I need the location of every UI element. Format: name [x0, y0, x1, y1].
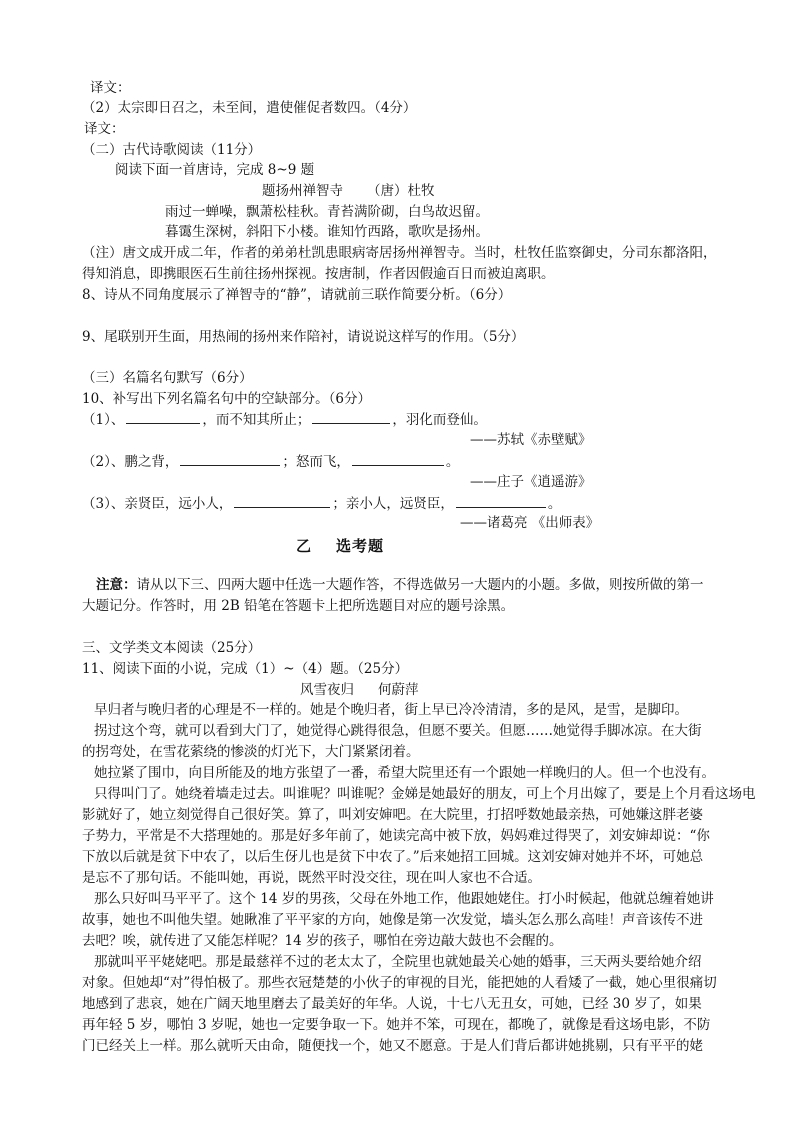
poem-note: （注）唐文成开成二年，作者的弟弟杜凯患眼病寄居扬州禅智寺。当时，杜牧任监察御史，分司东都洛阳，	[82, 245, 717, 261]
blank-prefix: （1）、	[82, 412, 125, 428]
poem-title: 题扬州禅智寺	[262, 183, 343, 199]
answer-blank[interactable]	[126, 409, 200, 424]
story-line: 拐过这个弯，就可以看到大门了，她觉得心跳得很急，但愿不要关。但愿……她觉得手脚冰凉。在大街	[94, 723, 702, 739]
translation-label: 译文：	[90, 80, 131, 96]
story-line: 下放以后就是贫下中农了，以后生伢儿也是贫下中农了。”后来她招工回城。这刘安婶对她并不坏，可她总	[82, 849, 704, 865]
notice-text: 大题记分。作答时，用 2B 铅笔在答题卡上把所选题目对应的题号涂黑。	[82, 598, 515, 614]
poem-note: 得知消息，即携眼医石生前往扬州探视。按唐制，作者因假逾百日而被迫离职。	[82, 266, 555, 282]
blank-mid: ；亲小人，远贤臣，	[332, 496, 454, 512]
fill-blank-1	[82, 409, 487, 430]
story-line: 子势力，平常是不大搭理她的。那是好多年前了，她读完高中被下放，妈妈难过得哭了，刘安婶却说：“你	[82, 828, 710, 844]
source-citation: ——庄子《逍遥游》	[470, 474, 592, 490]
blank-end: ，羽化而登仙。	[392, 412, 487, 428]
story-line: 那就叫平平姥姥吧。那是最慈祥不过的老太太了，全院里也就她最关心她的婚事，三天两头要给她介绍	[94, 954, 702, 970]
poem-line: 暮霭生深树，斜阳下小楼。谁知竹西路，歌吹是扬州。	[165, 224, 489, 240]
answer-blank[interactable]	[456, 493, 546, 508]
blank-prefix: （3）、亲贤臣，远小人，	[82, 496, 233, 512]
question-11: 11、阅读下面的小说，完成（1）~（4）题。（25分）	[82, 661, 409, 677]
story-line: 再年轻 5 岁，哪怕 3 岁呢，她也一定要争取一下。她并不笨，可现在，都晚了，就像是看这场电影，不防	[82, 1017, 711, 1033]
question-7-2: （2）太宗即日召之，未至间，遣使催促者数四。（4分）	[82, 100, 417, 116]
poem-author: （唐）杜牧	[367, 183, 435, 199]
story-line: 门已经关上一样。那么就听天由命，随便找一个，她又不愿意。于是人们背后都讲她挑剔，只有平平的姥	[82, 1038, 703, 1054]
story-line: 只得叫门了。她绕着墙走过去。叫谁呢？叫谁呢？金娣是她最好的朋友，可上个月出嫁了，要是上个月看这场电	[94, 786, 756, 802]
answer-blank[interactable]	[234, 493, 330, 508]
story-line: 去吧？唉，就传进了又能怎样呢？14 岁的孩子，哪怕在旁边敲大鼓也不会醒的。	[82, 933, 563, 949]
story-line: 的拐弯处，在雪花萦绕的惨淡的灯光下，大门紧紧闭着。	[82, 744, 420, 760]
translation-label: 译文：	[84, 121, 125, 137]
story-line: 对象。但她却“对”得怕极了。那些衣冠楚楚的小伙子的审视的目光，能把她的人看矮了一截，她心里很痛切	[82, 975, 717, 991]
section-title: 三、文学类文本阅读（25分）	[82, 640, 262, 656]
blank-prefix: （2）、鹏之背，	[82, 454, 179, 470]
answer-blank[interactable]	[312, 409, 390, 424]
story-line: 是忘不了那句话。不能叫她，再说，既然平时没交往，现在叫人家也不合适。	[82, 870, 541, 886]
story-heading	[300, 680, 419, 700]
story-author: 何蔚萍	[378, 682, 419, 698]
blank-end: 。	[445, 454, 460, 470]
poem-heading	[262, 181, 435, 201]
poem-line: 雨过一蝉噪，飘萧松桂秋。青苔满阶砌，白鸟故迟留。	[165, 204, 489, 220]
section-title: （二）古代诗歌阅读（11分）	[82, 142, 262, 158]
notice-text: 请从以下三、四两大题中任选一大题作答，不得选做另一大题内的小题。多做，则按所做的第一	[136, 577, 704, 593]
fill-blank-2	[82, 451, 459, 472]
poem-instruction: 阅读下面一首唐诗，完成 8~9 题	[115, 162, 315, 178]
blank-end: 。	[547, 496, 562, 512]
part-heading	[296, 536, 384, 556]
story-line: 影就好了，她立刻觉得自己很好笑。算了，叫刘安婶吧。在大院里，打招呼数她最亲热，可她嫌这胖老婆	[82, 807, 703, 823]
source-citation: ——诸葛亮 《出师表》	[460, 515, 600, 531]
section-title: （三）名篇名句默写（6分）	[82, 370, 253, 386]
answer-blank[interactable]	[352, 451, 444, 466]
story-title: 风雪夜归	[300, 682, 354, 698]
story-line: 那么只好叫马平平了。这个 14 岁的男孩，父母在外地工作，他跟她姥住。打小时候起，他就总缠着她讲	[94, 891, 714, 907]
fill-blank-3	[82, 493, 561, 514]
answer-blank[interactable]	[180, 451, 280, 466]
part-label: 乙	[296, 537, 313, 555]
story-line: 早归者与晚归者的心理是不一样的。她是个晚归者，街上早已冷冷清清，多的是风，是雪，是脚印。	[94, 702, 688, 718]
story-line: 地感到了悲哀，她在广阔天地里磨去了最美好的年华。人说，十七八无丑女，可她，已经 30 岁了，如果	[82, 996, 702, 1012]
question-10: 10、补写出下列名篇名句中的空缺部分。（6分）	[82, 391, 372, 407]
notice-line	[96, 575, 704, 595]
notice-label: 注意：	[96, 577, 137, 593]
story-line: 故事，她也不叫他失望。她瞅准了平平家的方向，她像是第一次发觉，墙头怎么那么高哇！声音该传不进	[82, 912, 703, 928]
story-line: 她拉紧了围巾，向目所能及的地方张望了一番，希望大院里还有一个跟她一样晚归的人。但一个也没有。	[94, 765, 715, 781]
part-title: 选考题	[336, 537, 385, 555]
question-8: 8、诗从不同角度展示了禅智寺的“静”，请就前三联作简要分析。（6分）	[82, 287, 512, 303]
blank-mid: ；怒而飞，	[282, 454, 350, 470]
blank-mid: ，而不知其所止；	[202, 412, 311, 428]
question-9: 9、尾联别开生面，用热闹的扬州来作陪衬，请说说这样写的作用。（5分）	[82, 329, 525, 345]
source-citation: ——苏轼《赤壁赋》	[470, 432, 592, 448]
